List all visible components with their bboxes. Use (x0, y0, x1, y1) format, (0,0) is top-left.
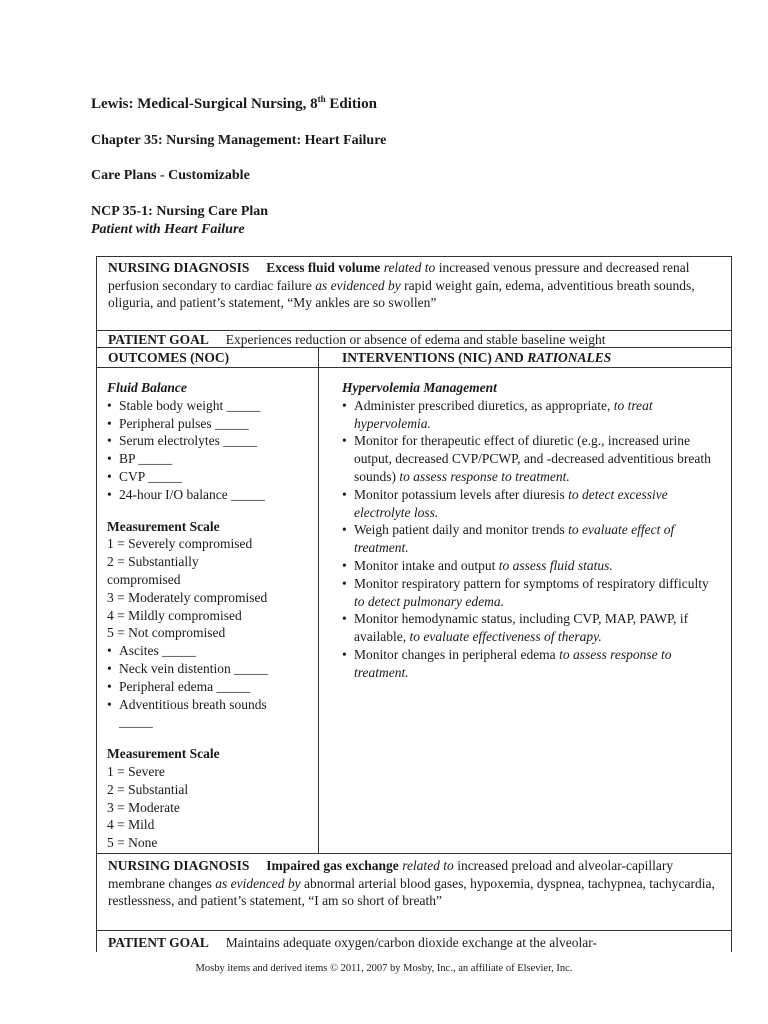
interventions-cell (342, 379, 722, 682)
column-divider (318, 347, 319, 853)
patient-goal-2: PATIENT GOAL Maintains adequate oxygen/carbon dioxide exchange at the alveolar- (108, 935, 597, 950)
nursing-diagnosis-2: NURSING DIAGNOSIS Impaired gas exchange related to increased preload and alveolar-capillary membrane changes as evidenced by abnormal arterial blood gases, hypoxemia, dyspnea, tachypnea, tachycardia, restlessness, and patient’s statement, “I am so short of breath” (108, 858, 715, 908)
outcome-item: • CVP _____ (107, 468, 312, 486)
outcome-item-blank: _____ (119, 714, 153, 730)
measurement-scale-heading: Measurement Scale (107, 518, 220, 534)
scale-line: 1 = Severely compromised (107, 536, 253, 552)
scale-line: 5 = Not compromised (107, 625, 226, 641)
table-rule (97, 367, 731, 368)
intervention-heading: Hypervolemia Management (342, 380, 497, 395)
measurement-scale-heading: Measurement Scale (107, 746, 220, 762)
intervention-item: • Weigh patient daily and monitor trends to evaluate effect of treatment. (342, 521, 722, 557)
patient-goal-1: PATIENT GOAL Experiences reduction or absence of edema and stable baseline weight (108, 332, 606, 347)
scale-line: 5 = None (107, 835, 158, 851)
outcome-item: • Serum electrolytes _____ (107, 432, 312, 450)
care-plan-patient: Patient with Heart Failure (91, 222, 245, 237)
outcome-item: • 24-hour I/O balance _____ (107, 486, 312, 504)
care-plan-table (96, 256, 732, 952)
intervention-item: • Monitor intake and output to assess fluid status. (342, 557, 722, 575)
chapter-title: Chapter 35: Nursing Management: Heart Failure (91, 133, 387, 148)
copyright-footer: Mosby items and derived items © 2011, 2007 by Mosby, Inc., an affiliate of Elsevier, Inc. (195, 963, 573, 974)
intervention-item: • Monitor for therapeutic effect of diuretic (e.g., increased urine output, decreased CVP/PCWP, and -decreased adventitious breath sounds) to assess response to treatment. (342, 432, 722, 485)
outcome-item: • Stable body weight _____ (107, 397, 312, 415)
scale-line: 3 = Moderately compromised (107, 589, 268, 605)
document-subtitle: Care Plans - Customizable (91, 168, 250, 183)
outcome-item: • Peripheral pulses _____ (107, 415, 312, 433)
scale-line: 4 = Mild (107, 817, 155, 833)
outcomes-column-header: OUTCOMES (NOC) (108, 350, 230, 365)
outcome-item: • BP _____ (107, 450, 312, 468)
outcome-heading: Fluid Balance (107, 380, 187, 395)
scale-line: 1 = Severe (107, 763, 165, 779)
intervention-item: • Monitor respiratory pattern for symptoms of respiratory difficulty to detect pulmonary edema. (342, 575, 722, 611)
outcome-item: • Neck vein distention _____ (107, 660, 312, 678)
scale-line: 2 = Substantially (107, 554, 199, 570)
care-plan-number: NCP 35-1: Nursing Care Plan (91, 204, 269, 219)
scale-line: 2 = Substantial (107, 781, 189, 797)
intervention-item: • Monitor hemodynamic status, including CVP, MAP, PAWP, if available, to evaluate effectiveness of therapy. (342, 610, 722, 646)
scale-line: 4 = Mildly compromised (107, 607, 242, 623)
nursing-diagnosis-1: NURSING DIAGNOSIS Excess fluid volume related to increased venous pressure and decreased renal perfusion secondary to cardiac failure as evidenced by rapid weight gain, edema, adventitious breath sounds, oliguria, and patient’s statement, “My ankles are so swollen” (108, 260, 695, 310)
scale-line: compromised (107, 571, 181, 587)
interventions-column-header: INTERVENTIONS (NIC) AND RATIONALES (342, 350, 612, 365)
intervention-item: • Monitor potassium levels after diuresis to detect excessive electrolyte loss. (342, 486, 722, 522)
outcome-item: • Peripheral edema _____ (107, 678, 312, 696)
intervention-item: • Administer prescribed diuretics, as appropriate, to treat hypervolemia. (342, 397, 722, 433)
outcome-item: • Adventitious breath sounds (107, 696, 312, 714)
table-rule (97, 930, 731, 931)
table-rule (97, 853, 731, 854)
outcome-item: • Ascites _____ (107, 642, 312, 660)
intervention-item: • Monitor changes in peripheral edema to assess response to treatment. (342, 646, 722, 682)
scale-line: 3 = Moderate (107, 799, 180, 815)
book-title: Lewis: Medical-Surgical Nursing, 8th Edition (91, 94, 377, 112)
outcomes-cell (107, 379, 312, 852)
